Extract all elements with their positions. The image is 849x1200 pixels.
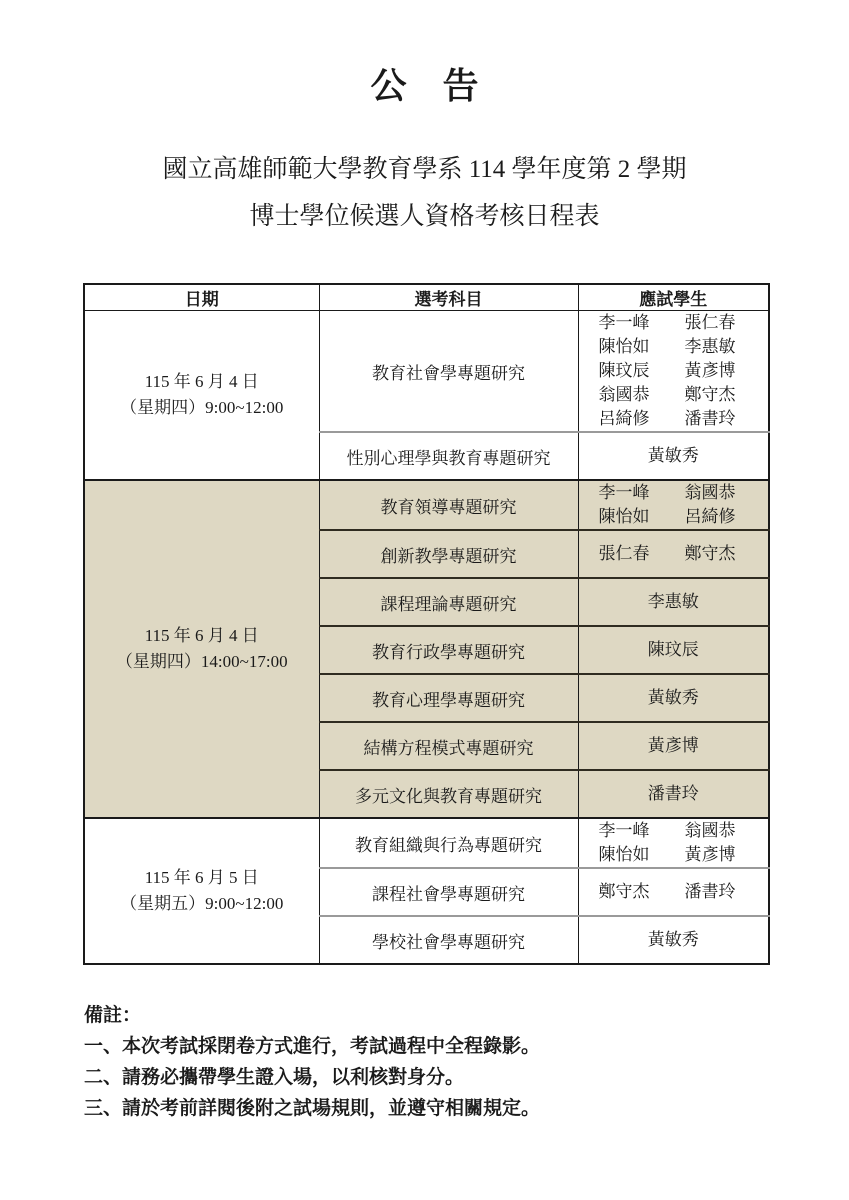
student-name: 鄭守杰 <box>684 544 736 563</box>
student-name: 翁國恭 <box>684 483 736 502</box>
student-name-line <box>579 407 769 431</box>
student-name-line <box>579 819 769 843</box>
student-name-line <box>579 481 769 505</box>
students-cell <box>578 818 769 868</box>
subject-cell: 教育社會學專題研究 <box>319 311 578 433</box>
student-name: 張仁春 <box>598 544 650 563</box>
student-name: 陳怡如 <box>598 337 650 356</box>
student-name: 陳玟辰 <box>598 361 650 380</box>
student-name: 鄭守杰 <box>684 385 736 404</box>
page-title: 公 告 <box>370 66 479 106</box>
student-name: 呂綺修 <box>598 409 650 428</box>
table-row <box>84 818 769 868</box>
header-date: 日期 <box>84 284 319 311</box>
header-subject: 選考科目 <box>319 284 578 311</box>
students-cell <box>578 311 769 433</box>
date-line: 115 年 6 月 4 日 <box>144 626 259 645</box>
date-cell <box>84 480 319 818</box>
student-name-line: 潘書玲 <box>647 784 699 803</box>
students-cell <box>578 674 769 722</box>
student-name-line: 黃彥博 <box>647 736 699 755</box>
document-subtitle-line1: 國立高雄師範大學教育學系 114 學年度第 2 學期 <box>162 156 687 183</box>
student-name-line: 黃敏秀 <box>647 688 699 707</box>
student-name: 潘書玲 <box>684 409 736 428</box>
subject-cell: 多元文化與教育專題研究 <box>319 770 578 818</box>
note-item-1: 一、本次考試採閉卷方式進行，考試過程中全程錄影。 <box>84 1036 541 1057</box>
header-students: 應試學生 <box>578 284 769 311</box>
student-name-line: 陳玟辰 <box>647 640 699 659</box>
student-name-line: 李惠敏 <box>647 592 699 611</box>
students-cell <box>578 868 769 916</box>
student-name-line <box>579 880 769 904</box>
document-subtitle-line2: 博士學位候選人資格考核日程表 <box>249 203 600 230</box>
student-name-line <box>579 311 769 335</box>
note-item-3: 三、請於考前詳閱後附之試場規則，並遵守相關規定。 <box>84 1098 541 1119</box>
students-cell <box>578 578 769 626</box>
subject-cell: 課程理論專題研究 <box>319 578 578 626</box>
students-cell <box>578 916 769 964</box>
schedule-table-body <box>84 311 769 965</box>
date-line: （星期四）14:00~17:00 <box>115 652 288 671</box>
student-name: 黃彥博 <box>684 845 736 864</box>
student-name-line <box>579 505 769 529</box>
students-cell <box>578 480 769 530</box>
notes-section <box>84 1000 784 1124</box>
student-name: 陳怡如 <box>598 845 650 864</box>
student-name: 張仁春 <box>684 313 736 332</box>
subject-cell: 結構方程模式專題研究 <box>319 722 578 770</box>
student-name-line: 黃敏秀 <box>647 446 699 465</box>
student-name: 鄭守杰 <box>598 882 650 901</box>
students-cell <box>578 626 769 674</box>
date-cell <box>84 818 319 964</box>
student-name-line <box>579 383 769 407</box>
student-name: 黃彥博 <box>684 361 736 380</box>
subject-cell: 學校社會學專題研究 <box>319 916 578 964</box>
notes-title: 備註： <box>84 1005 142 1026</box>
table-row <box>84 480 769 530</box>
date-cell <box>84 311 319 481</box>
date-line: （星期五）9:00~12:00 <box>120 894 284 913</box>
table-row <box>84 311 769 433</box>
student-name-line <box>579 542 769 566</box>
students-cell <box>578 432 769 480</box>
subject-cell: 教育行政學專題研究 <box>319 626 578 674</box>
student-name: 翁國恭 <box>598 385 650 404</box>
subject-cell: 教育心理學專題研究 <box>319 674 578 722</box>
subject-cell: 課程社會學專題研究 <box>319 868 578 916</box>
student-name: 李惠敏 <box>684 337 736 356</box>
student-name-line <box>579 843 769 867</box>
student-name: 呂綺修 <box>684 507 736 526</box>
date-line: 115 年 6 月 5 日 <box>144 868 259 887</box>
table-header-row <box>84 284 769 311</box>
students-cell <box>578 722 769 770</box>
student-name: 李一峰 <box>598 313 650 332</box>
student-name: 李一峰 <box>598 821 650 840</box>
date-line: （星期四）9:00~12:00 <box>120 398 284 417</box>
student-name: 陳怡如 <box>598 507 650 526</box>
students-cell <box>578 530 769 578</box>
subject-cell: 性別心理學與教育專題研究 <box>319 432 578 480</box>
student-name: 李一峰 <box>598 483 650 502</box>
student-name: 翁國恭 <box>684 821 736 840</box>
student-name-line <box>579 359 769 383</box>
note-item-2: 二、請務必攜帶學生證入場，以利核對身分。 <box>84 1067 465 1088</box>
student-name-line: 黃敏秀 <box>647 930 699 949</box>
schedule-table-container <box>83 283 768 965</box>
subject-cell: 教育領導專題研究 <box>319 480 578 530</box>
subject-cell: 創新教學專題研究 <box>319 530 578 578</box>
student-name-line <box>579 335 769 359</box>
date-line: 115 年 6 月 4 日 <box>144 372 259 391</box>
student-name: 潘書玲 <box>684 882 736 901</box>
schedule-table <box>83 283 770 965</box>
students-cell <box>578 770 769 818</box>
subject-cell: 教育組織與行為專題研究 <box>319 818 578 868</box>
